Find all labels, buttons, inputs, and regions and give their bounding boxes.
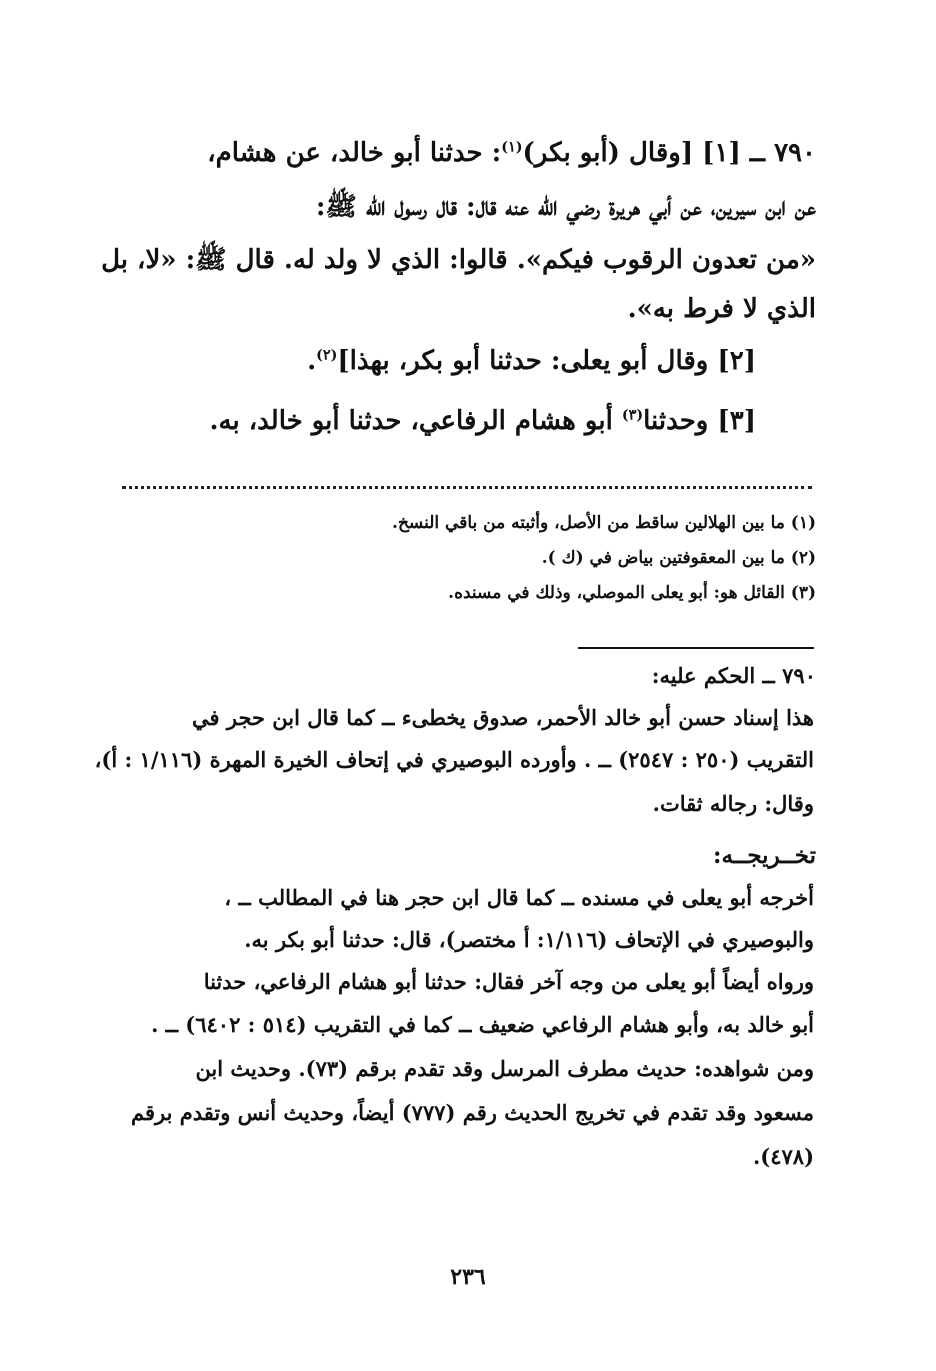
- hadith-line-5-text: [٢] وقال أبو يعلى: حدثنا أبو بكر، بهذا]: [337, 346, 756, 376]
- hadith-line-3: «من تعدون الرقوب فيكم». قالوا: الذي لا ولد له. قال ﷺ: «لا، بل: [101, 245, 816, 275]
- ruling-line-2: التقريب (٢٥٠ : ٢٥٤٧) ــ . وأورده البوصيري في إتحاف الخيرة المهرة (١/١١٦ : أ)،: [94, 747, 814, 772]
- hadith-line-1-rest: : حدثنا أبو خالد، عن هشام،: [207, 138, 502, 168]
- takhrij-line-3: ورواه أيضاً أبو يعلى من وجه آخر فقال: حدثنا أبو هشام الرفاعي، حدثنا: [203, 969, 814, 994]
- page-number: ٢٣٦: [450, 1264, 486, 1290]
- takhrij-line-2: والبوصيري في الإتحاف (١/١١٦: أ مختصر)، قال: حدثنا أبو بكر به.: [244, 927, 814, 952]
- ruling-line-1: هذا إسناد حسن أبو خالد الأحمر، صدوق يخطىء ــ كما قال ابن حجر في: [192, 705, 814, 730]
- ruling-line-3: وقال: رجاله ثقات.: [652, 791, 814, 816]
- hadith-line-6-rest: أبو هشام الرفاعي، حدثنا أبو خالد، به.: [209, 406, 622, 436]
- footnote-1: (١) ما بين الهلالين ساقط من الأصل، وأثبته من باقي النسخ.: [392, 513, 816, 533]
- footnote-ref-1: (١): [501, 139, 523, 156]
- hadith-line-1-text: ٧٩٠ ــ [١] [وقال (أبو بكر): [522, 138, 816, 168]
- takhrij-title: تخــريجــه:: [713, 842, 816, 869]
- hadith-line-6: [116, 406, 756, 436]
- footnote-2: (٢) ما بين المعقوفتين بياض في (ك ).: [541, 548, 816, 568]
- hadith-line-2: عن ابن سيرين، عن أبي هريرة رضي الله عنه قال: قال رسول الله ﷺ:: [315, 192, 816, 222]
- ruling-title: ٧٩٠ ــ الحكم عليه:: [651, 663, 816, 688]
- takhrij-line-5: ومن شواهده: حديث مطرف المرسل وقد تقدم برقم (٧٣). وحديث ابن: [195, 1056, 814, 1081]
- takhrij-line-1: أخرجه أبو يعلى في مسنده ــ كما قال ابن حجر هنا في المطالب ــ ،: [224, 885, 814, 910]
- hadith-line-5: [116, 346, 756, 376]
- section-divider: [578, 647, 814, 649]
- hadith-line-1: [116, 138, 816, 168]
- footnote-ref-2: (٢): [316, 347, 338, 364]
- takhrij-line-7: (٤٧٨).: [752, 1144, 814, 1169]
- hadith-line-5-end: .: [307, 346, 317, 376]
- footnote-3: (٣) القائل هو: أبو يعلى الموصلي، وذلك في مسنده.: [448, 583, 816, 603]
- footnote-ref-3: (٣): [621, 407, 644, 424]
- hadith-line-4: الذي لا فرط به».: [627, 294, 816, 324]
- hadith-line-6-text: [٣] وحدثنا: [643, 406, 756, 436]
- takhrij-line-6: مسعود وقد تقدم في تخريج الحديث رقم (٧٧٧) أيضاً، وحديث أنس وتقدم برقم: [130, 1100, 814, 1125]
- takhrij-line-4: أبو خالد به، وأبو هشام الرفاعي ضعيف ــ كما في التقريب (٥١٤ : ٦٤٠٢) ــ .: [151, 1012, 814, 1037]
- footnote-separator: [122, 486, 812, 493]
